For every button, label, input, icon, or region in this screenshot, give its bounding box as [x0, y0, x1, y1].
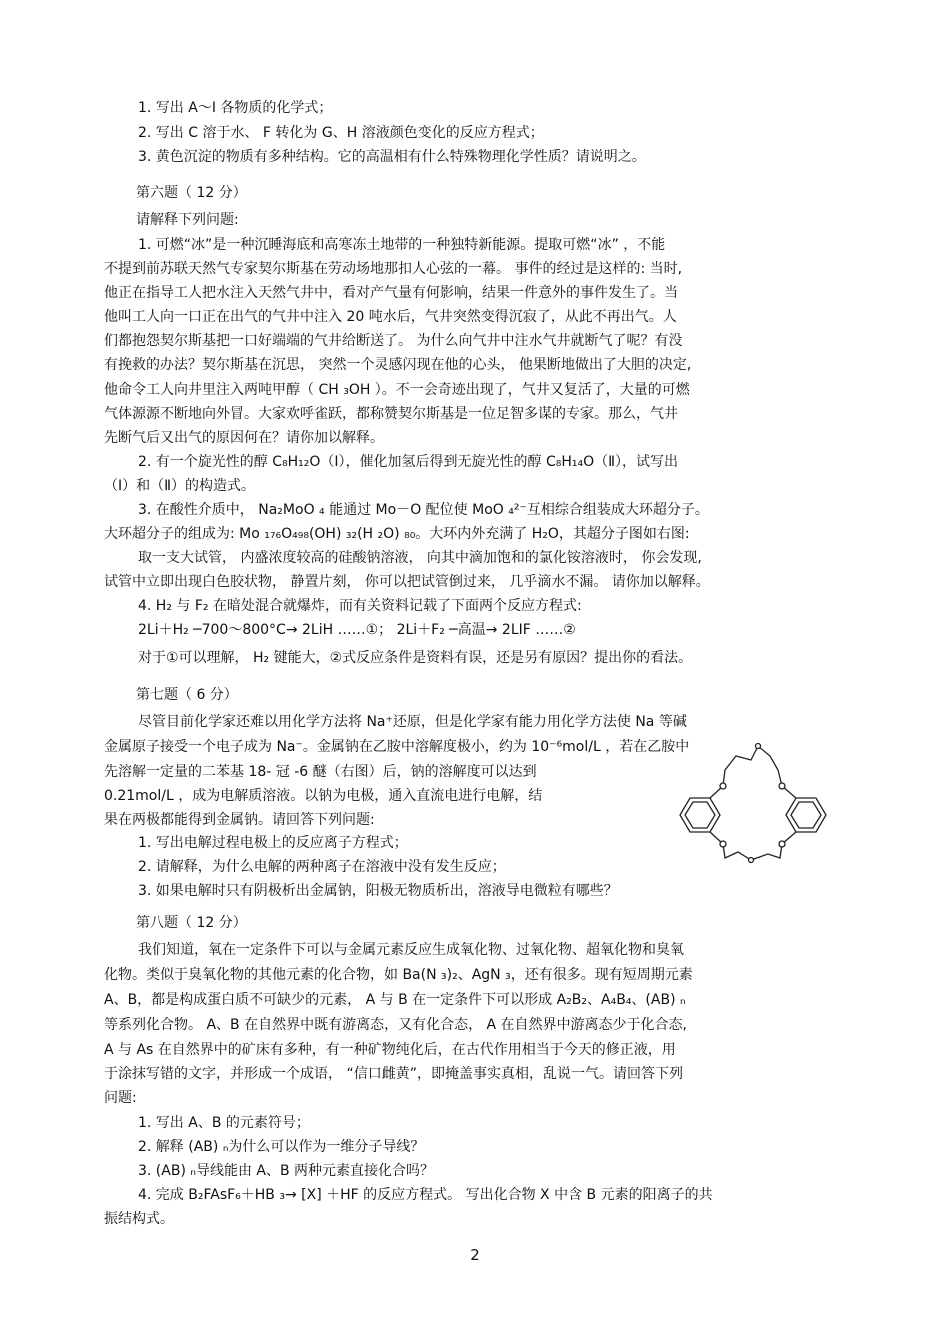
- paragraph-line: 3. 在酸性介质中， Na₂MoO ₄ 能通过 Mo－O 配位使 MoO ₄²⁻互相综合组装成大环超分子。: [138, 502, 709, 518]
- paragraph-line: 问题:: [104, 1090, 137, 1106]
- list-item: 2. 写出 C 溶于水、 F 转化为 G、H 溶液颜色变化的反应方程式；: [138, 125, 544, 141]
- list-item: 1. 写出 A～I 各物质的化学式；: [138, 100, 333, 116]
- paragraph-line: 不提到前苏联天然气专家契尔斯基在劳动场地那扣人心弦的一幕。 事件的经过是这样的: 当时,: [104, 261, 683, 277]
- section-heading: 第七题（ 6 分）: [136, 687, 238, 703]
- paragraph-line: 有挽救的办法？契尔斯基在沉思， 突然一个灵感闪现在他的心头， 他果断地做出了大胆的决定,: [104, 357, 692, 373]
- paragraph-line: A、B，都是构成蛋白质不可缺少的元素， A 与 B 在一定条件下可以形成 A₂B₂、A₄B₄、(AB) ₙ: [104, 992, 686, 1008]
- page-number: 2: [470, 1246, 480, 1264]
- paragraph-line: 试管中立即出现白色胶状物， 静置片刻， 你可以把试管倒过来， 几乎滴水不漏。 请你加以解释。: [104, 574, 710, 590]
- paragraph-line: 他命令工人向井里注入两吨甲醇（ CH ₃OH ）。不一会奇迹出现了，气井又复活了，大量的可燃: [104, 382, 690, 398]
- paragraph-line: 2. 有一个旋光性的醇 C₈H₁₂O（Ⅰ），催化加氢后得到无旋光性的醇 C₈H₁₄O（Ⅱ），试写出: [138, 454, 679, 470]
- paragraph-line: 果在两极都能得到金属钠。请回答下列问题:: [104, 812, 375, 828]
- list-item: 2. 解释 (AB) ₙ为什么可以作为一维分子导线？: [138, 1139, 425, 1155]
- paragraph-line: 请解释下列问题:: [136, 212, 239, 228]
- paragraph-line: 大环超分子的组成为: Mo ₁₇₆O₄₉₈(OH) ₃₂(H ₂O) ₈₀。大环内外充满了 H₂O，其超分子图如右图:: [104, 526, 690, 542]
- paragraph-line: 等系列化合物。 A、B 在自然界中既有游离态，又有化合态， A 在自然界中游离态少于化合态,: [104, 1017, 688, 1033]
- paragraph-line: 1. 可燃“冰”是一种沉睡海底和高寒冻土地带的一种独特新能源。提取可燃“冰” ，不能: [138, 237, 666, 253]
- list-item: 4. 完成 B₂FAsF₆＋HB ₃→ [X] ＋HF 的反应方程式。 写出化合物 X 中含 B 元素的阳离子的共: [138, 1187, 713, 1203]
- paragraph-line: 他叫工人向一口正在出气的气井中注入 20 吨水后，气井突然变得沉寂了，从此不再出气。人: [104, 309, 677, 325]
- paragraph-line: 0.21mol/L ，成为电解质溶液。以钠为电极，通入直流电进行电解，结: [104, 788, 543, 804]
- paragraph-line: 取一支大试管， 内盛浓度较高的硅酸钠溶液， 向其中滴加饱和的氯化铵溶液时， 你会发现,: [138, 550, 702, 566]
- paragraph-line: 先断气后又出气的原因何在？请你加以解释。: [104, 430, 384, 446]
- paragraph-line: 化物。类似于臭氧化物的其他元素的化合物，如 Ba(N ₃)₂、AgN ₃，还有很多。现有短周期元素: [104, 967, 693, 983]
- paragraph-line: A 与 As 在自然界中的矿床有多种，有一种矿物纯化后，在古代作用相当于今天的修正液，用: [104, 1042, 676, 1058]
- list-item: 3. 黄色沉淀的物质有多种结构。它的高温相有什么特殊物理化学性质？请说明之。: [138, 149, 646, 165]
- list-item: 3. 如果电解时只有阴极析出金属钠，阳极无物质析出，溶液导电微粒有哪些？: [138, 883, 618, 899]
- paragraph-line: 气体源源不断地向外冒。大家欢呼雀跃，都称赞契尔斯基是一位足智多谋的专家。那么，气井: [104, 406, 678, 422]
- crown-ether-structure: [668, 736, 838, 866]
- paragraph-line: （Ⅰ）和（Ⅱ）的构造式。: [104, 478, 256, 494]
- paragraph-line: 金属原子接受一个电子成为 Na⁻。金属钠在乙胺中溶解度极小，约为 10⁻⁶mol/L ，若在乙胺中: [104, 739, 690, 755]
- paragraph-line: 振结构式。: [104, 1211, 174, 1227]
- list-item: 1. 写出 A、B 的元素符号；: [138, 1115, 310, 1131]
- list-item: 3. (AB) ₙ导线能由 A、B 两种元素直接化合吗？: [138, 1163, 435, 1179]
- paragraph-line: 我们知道，氧在一定条件下可以与金属元素反应生成氧化物、过氧化物、超氧化物和臭氧: [138, 942, 684, 958]
- section-heading: 第六题（ 12 分）: [136, 185, 247, 201]
- paragraph-line: 尽管目前化学家还难以用化学方法将 Na⁺还原，但是化学家有能力用化学方法使 Na 等碱: [138, 714, 687, 730]
- paragraph-line: 4. H₂ 与 F₂ 在暗处混合就爆炸，而有关资料记载了下面两个反应方程式:: [138, 598, 582, 614]
- list-item: 1. 写出电解过程电极上的反应离子方程式；: [138, 835, 408, 851]
- paragraph-line: 对于①可以理解， H₂ 键能大，②式反应条件是资料有误，还是另有原因？提出你的看法。: [138, 650, 693, 666]
- equation-line: 2Li＋H₂ ─700～800°C→ 2LiH ……①； 2Li＋F₂ ─高温→ 2LIF ……②: [138, 622, 576, 638]
- section-heading: 第八题（ 12 分）: [136, 915, 247, 931]
- list-item: 2. 请解释，为什么电解的两种离子在溶液中没有发生反应；: [138, 859, 506, 875]
- paragraph-line: 于涂抹写错的文字，并形成一个成语， “信口雌黄”，即掩盖事实真相，乱说一气。请回答下列: [104, 1066, 683, 1082]
- paragraph-line: 们都抱怨契尔斯基把一口好端端的气井给断送了。 为什么向气井中注水气井就断气了呢？有没: [104, 333, 683, 349]
- paragraph-line: 他正在指导工人把水注入天然气井中，看对产气量有何影响，结果一件意外的事件发生了。当: [104, 285, 678, 301]
- paragraph-line: 先溶解一定量的二苯基 18- 冠 -6 醚（右图）后，钠的溶解度可以达到: [104, 764, 537, 780]
